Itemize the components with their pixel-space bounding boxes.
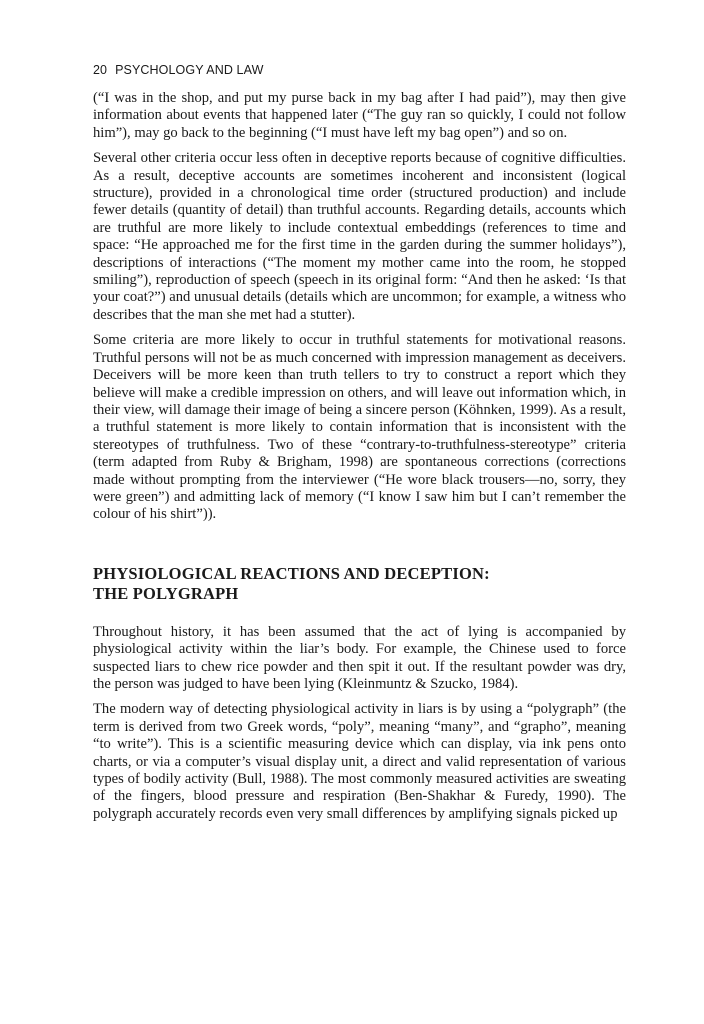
page-number: 20 — [93, 63, 108, 77]
body-text — [93, 90, 626, 823]
section-heading-line-2: THE POLYGRAPH — [93, 583, 239, 603]
section-heading-line-1: PHYSIOLOGICAL REACTIONS AND DECEPTION: — [93, 563, 490, 583]
paragraph: (“I was in the shop, and put my purse back in my bag after I had paid”), may then give information about events that happened later (“The guy ran so quickly, I could not follow him”), may go back to the beginning (“I must have left my bag open”) and so on. — [93, 90, 626, 141]
paragraph: Some criteria are more likely to occur in truthful statements for motivational reasons. Truthful persons will not be as much concerned with impression management as deceivers. Deceivers will be more keen than truth tellers to try to construct a report which they believe will make a credible impression on others, and will leave out information which, in their view, will damage their image of being a sincere person (Köhnken, 1999). As a result, a truthful statement is more likely to contain information that is inconsistent with the stereotypes of truthfulness. Two of these “contrary-to-truthfulness-stereotype” criteria (term adapted from Ruby & Brigham, 1998) are spontaneous corrections (corrections made without prompting from the interviewer (“He wore black trousers—no, sorry, they were green”) and admitting lack of memory (“I know I saw him but I can’t remember the colour of his shirt”)). — [93, 332, 626, 523]
paragraph: Several other criteria occur less often in deceptive reports because of cognitive difficulties. As a result, deceptive accounts are sometimes incoherent and inconsistent (logical structure), provided in a chronological time order (structured production) and include fewer details (quantity of detail) than truthful accounts. Regarding details, accounts which are truthful are more likely to include contextual embeddings (references to time and space: “He approached me for the first time in the garden during the summer holidays”), descriptions of interactions (“The moment my mother came into the room, he stopped smiling”), reproduction of speech (speech in its original form: “And then he asked: ‘Is that your coat?”) and unusual details (details which are uncommon; for example, a witness who describes that the man she met had a stutter). — [93, 150, 626, 323]
book-page — [93, 62, 626, 831]
paragraph: Throughout history, it has been assumed that the act of lying is accompanied by physiological activity within the liar’s body. For example, the Chinese used to force suspected liars to chew rice powder and then spit it out. If the resultant powder was dry, the person was judged to have been lying (Kleinmuntz & Szucko, 1984). — [93, 623, 626, 692]
running-head-title: PSYCHOLOGY AND LAW — [115, 63, 264, 77]
section-heading — [93, 564, 626, 604]
paragraph: The modern way of detecting physiological activity in liars is by using a “polygraph” (the term is derived from two Greek words, “poly”, meaning “many”, and “grapho”, meaning “to write”). This is a scientific measuring device which can display, via ink pens onto charts, or via a computer’s visual display unit, a direct and valid representation of various types of bodily activity (Bull, 1988). The most commonly measured activities are sweating of the fingers, blood pressure and respiration (Ben-Shakhar & Furedy, 1990). The polygraph accurately records even very small differences by amplifying signals picked up — [93, 701, 626, 822]
running-head — [93, 62, 626, 78]
